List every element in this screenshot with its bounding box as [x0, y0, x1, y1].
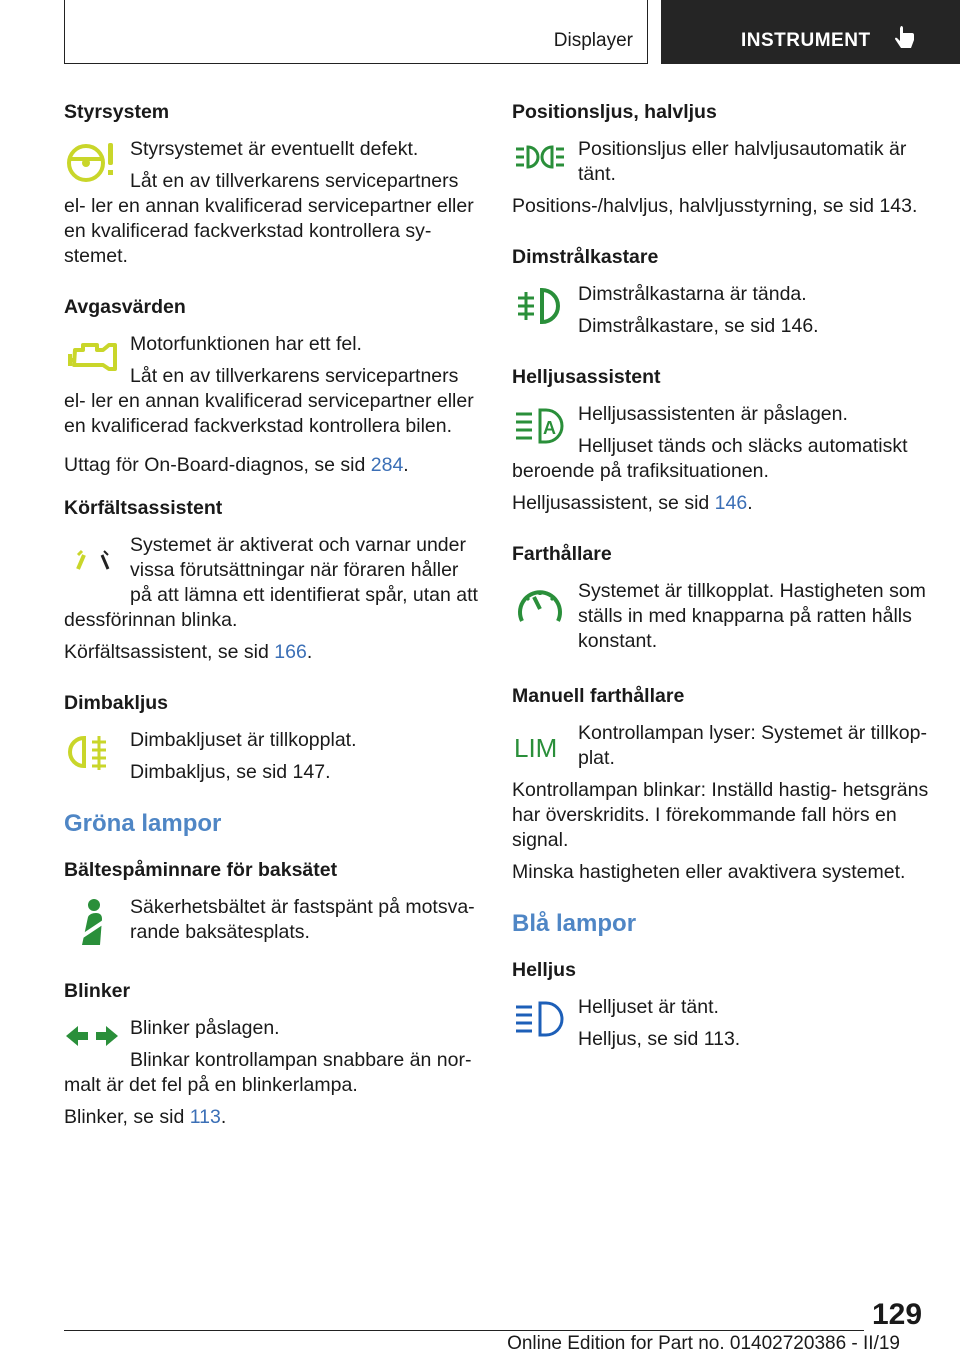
entry-line: Helljus, se sid 113. — [578, 1028, 741, 1050]
entry-line: Positions-/halvljus, halvljusstyrning, se sid 143. — [512, 195, 918, 217]
section-title: Körfältsassistent — [64, 497, 223, 519]
lim-icon — [512, 721, 578, 773]
page-link[interactable]: 146 — [714, 492, 748, 514]
entry-line: Motorfunktionen har ett fel. — [130, 333, 362, 355]
right-column — [512, 100, 932, 1070]
section-helljusassistent — [512, 365, 932, 516]
left-column — [64, 100, 484, 1148]
page-number: 129 — [872, 1298, 923, 1331]
reference-text: Helljusassistent, se sid — [512, 492, 715, 514]
section-farthallare — [512, 542, 932, 654]
entry-line: Blinkar kontrollampan snabbare än nor‐ malt är det fel på en blinkerlampa. — [64, 1049, 472, 1096]
reference-text: Uttag för On-Board-diagnos, se sid — [64, 454, 371, 476]
entry-line: Kontrollampan blinkar: Inställd hastig‐ hetsgräns har överskridits. I förekommande fall hörs en signal. — [512, 779, 929, 851]
section-blinker — [64, 979, 484, 1130]
entry-line: Blinker påslagen. — [130, 1017, 280, 1039]
position-light-icon — [512, 137, 578, 189]
section-helljus — [512, 958, 932, 1052]
section-positionsljus — [512, 100, 932, 219]
section-title: Dimstrålkastare — [512, 246, 659, 268]
lim-label: LIM — [514, 733, 558, 763]
entry-line: Kontrollampan lyser: Systemet är tillkop‐ plat. — [578, 722, 927, 769]
entry-line: Dimstrålkastare, se sid 146. — [578, 315, 819, 337]
cruise-control-icon — [512, 579, 578, 631]
reference-text: Körfältsassistent, se sid — [64, 641, 275, 663]
section-title: Helljusassistent — [512, 366, 661, 388]
header-chapter-tab — [661, 0, 960, 64]
turn-signal-icon — [64, 1016, 130, 1068]
header-section-tab — [64, 0, 648, 64]
section-manuell-farthallare — [512, 684, 932, 885]
blue-lamps-heading: Blå lampor — [512, 910, 637, 937]
front-fog-icon — [512, 282, 578, 334]
high-beam-assist-icon — [512, 402, 578, 454]
reference: Blinker, se sid 113. — [64, 1106, 227, 1128]
section-title: Avgasvärden — [64, 296, 186, 318]
entry-line: Dimstrålkastarna är tända. — [578, 283, 807, 305]
reference-text: Blinker, se sid — [64, 1106, 190, 1128]
lane-assist-icon — [64, 533, 130, 585]
section-baltespaminnare — [64, 858, 484, 945]
reference: Körfältsassistent, se sid 166. — [64, 641, 313, 663]
footer-rule — [64, 1330, 864, 1331]
section-korfaltsassistent — [64, 496, 484, 665]
hand-pointer-icon — [893, 26, 917, 54]
entry-line: Dimbakljuset är tillkopplat. — [130, 729, 357, 751]
page-link[interactable]: 284 — [370, 454, 404, 476]
entry-line: Positionsljus eller halvljusautomatik är tänt. — [578, 138, 907, 185]
header-section-label: Displayer — [553, 30, 633, 51]
reference: Helljusassistent, se sid 146. — [512, 492, 753, 514]
seatbelt-icon — [64, 895, 130, 947]
entry-line: Styrsystemet är eventuellt defekt. — [130, 138, 419, 160]
entry-line: Låt en av tillverkarens servicepartners el‐ ler en annan kvalificerad servicepartner eller en kvalificerad fackverkstad kontrollera bilen. — [64, 365, 474, 437]
section-title: Helljus — [512, 959, 576, 981]
section-title: Positionsljus, halvljus — [512, 101, 717, 123]
section-title: Styrsystem — [64, 101, 170, 123]
high-beam-icon — [512, 995, 578, 1047]
steering-warning-icon — [64, 137, 130, 189]
reference: Uttag för On-Board-diagnos, se sid 284. — [64, 454, 409, 476]
entry-line: Helljuset är tänt. — [578, 996, 719, 1018]
engine-check-icon — [64, 332, 130, 384]
entry-line: Systemet är aktiverat och varnar under vissa förutsättningar när föraren håller på att lämna ett identifierat spår, utan att dessförinnan blinka. — [64, 534, 478, 631]
section-title: Dimbakljus — [64, 692, 169, 714]
entry-line: Helljusassistenten är påslagen. — [578, 403, 848, 425]
green-lamps-heading: Gröna lampor — [64, 810, 222, 837]
rear-fog-icon — [64, 728, 130, 780]
section-title: Manuell farthållare — [512, 685, 685, 707]
section-title: Blinker — [64, 980, 131, 1002]
reference-text: Minska hastigheten eller avaktivera systemet. — [512, 861, 906, 883]
section-title: Bältespåminnare för baksätet — [64, 859, 338, 881]
section-title: Farthållare — [512, 543, 612, 565]
section-styrsystem — [64, 100, 484, 269]
page-link[interactable]: 113 — [189, 1106, 221, 1128]
entry-line: Helljuset tänds och släcks automatiskt beroende på trafiksituationen. — [512, 435, 908, 482]
page-link[interactable]: 166 — [274, 641, 307, 663]
svg-text:A: A — [543, 418, 556, 438]
entry-line: Låt en av tillverkarens servicepartners el‐ ler en annan kvalificerad servicepartner eller en kvalificerad fackverkstad kontrollera sy‐ stemet. — [64, 170, 474, 267]
entry-line: Systemet är tillkopplat. Hastigheten som ställs in med knapparna på ratten hålls konstant. — [578, 580, 926, 652]
section-dimbakljus — [64, 691, 484, 785]
entry-line: Dimbakljus, se sid 147. — [130, 761, 331, 783]
header-chapter-label: INSTRUMENT — [741, 30, 871, 51]
footer-edition: Online Edition for Part no. 01402720386 - II/19 — [507, 1333, 900, 1354]
entry-line: Säkerhetsbältet är fastspänt på motsva‐ rande baksätesplats. — [130, 896, 475, 943]
section-dimstralkastare — [512, 245, 932, 339]
section-avgasvarden — [64, 295, 484, 478]
